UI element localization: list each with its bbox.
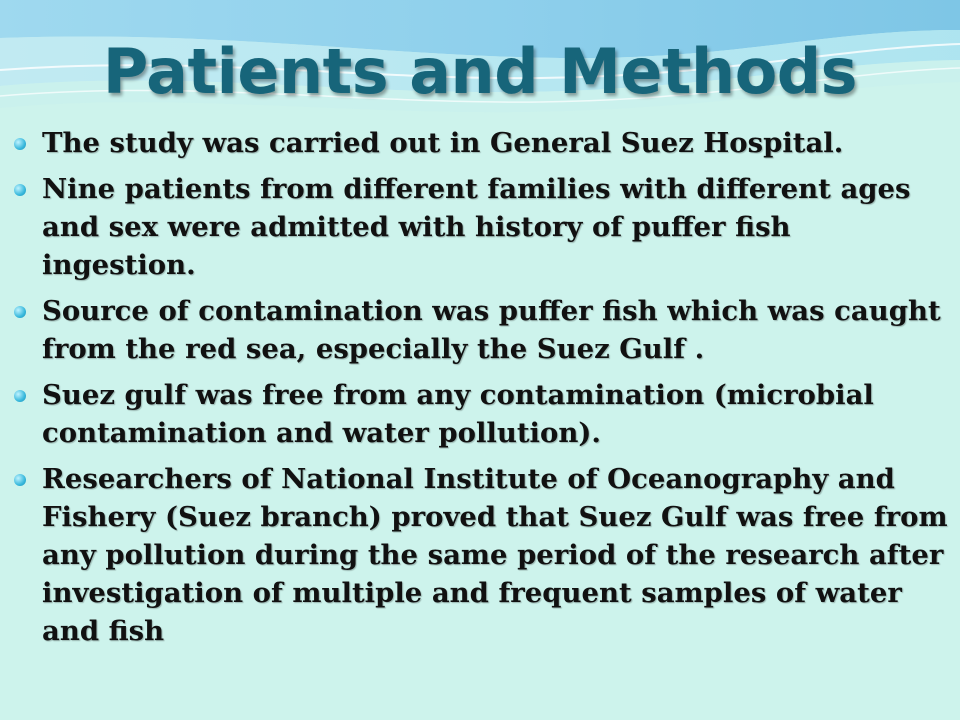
bullet-text: Nine patients from different families with different ages and sex were admitted with history of puffer fish ingestion. [42,173,911,281]
bullet-item [8,124,948,162]
bullet-item [8,292,948,368]
bullet-item [8,376,948,452]
bullet-icon [14,138,26,150]
bullet-list [8,124,948,658]
bullet-icon [14,306,26,318]
bullet-icon [14,390,26,402]
bullet-item [8,460,948,650]
bullet-icon [14,184,26,196]
bullet-text: Source of contamination was puffer fish which was caught from the red sea, especially the Suez Gulf . [42,295,941,365]
bullet-text: Suez gulf was free from any contamination (microbial contamination and water pollution). [42,379,874,449]
bullet-text: Researchers of National Institute of Oceanography and Fishery (Suez branch) proved that Suez Gulf was free from any pollution during the same period of the research after investigation of multiple and frequent samples of water and fish [42,463,948,647]
bullet-item [8,170,948,284]
bullet-text: The study was carried out in General Suez Hospital. [42,127,844,159]
slide-title: Patients and Methods [102,35,858,108]
bullet-icon [14,474,26,486]
